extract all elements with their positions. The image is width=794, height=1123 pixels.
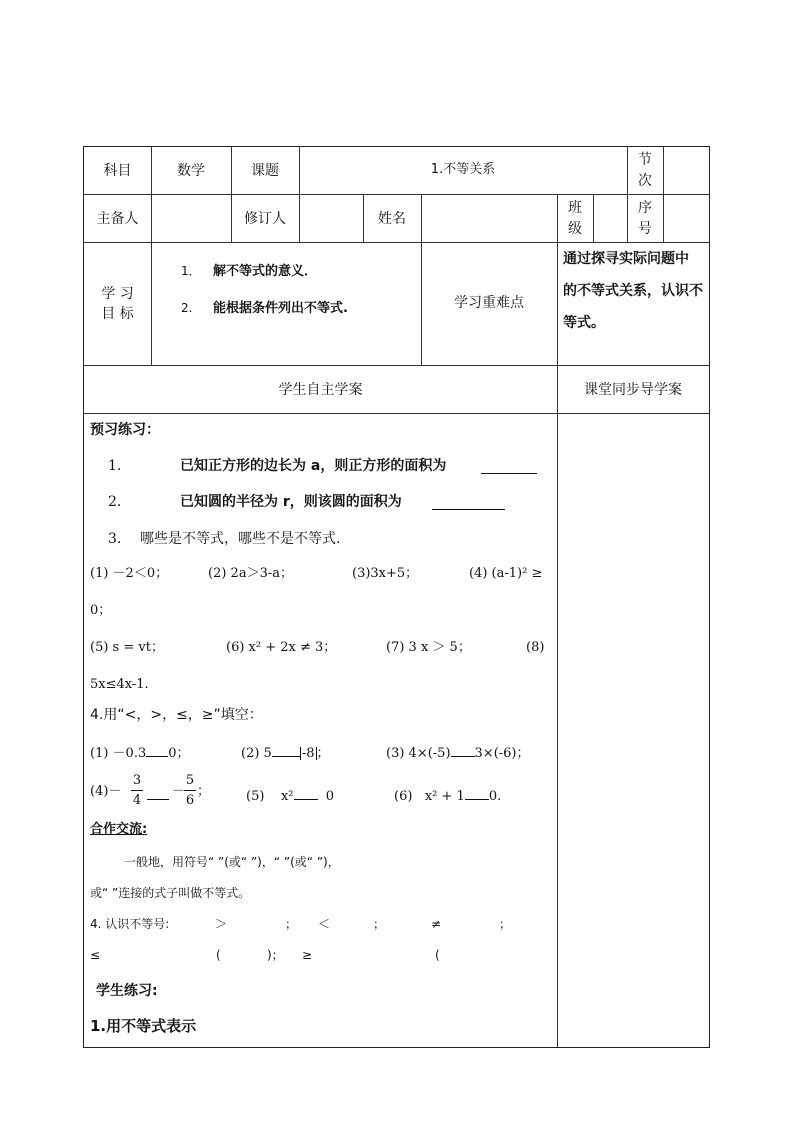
cooperation-text-1: 一般地，用符号“ ”(或“ ”)，“ ”(或“ ”)， xyxy=(124,855,340,869)
separator: ； xyxy=(373,917,386,931)
fill-6-right: 0. xyxy=(488,789,502,804)
seq-label: 序 xyxy=(638,200,652,216)
sign-not-equal: ≠ xyxy=(431,917,442,931)
goals-label-2: 目 标 xyxy=(101,306,134,322)
separator: ； xyxy=(499,917,512,931)
inequality-signs-label: 4. 认识不等号: xyxy=(90,917,170,931)
goal-1-text: 解不等式的意义． xyxy=(213,264,318,279)
fill-5-blank xyxy=(294,785,318,800)
fill-4-pre: (4)－ xyxy=(90,784,122,799)
expr-5: (5) s = vt； xyxy=(90,640,164,655)
sign-less-equal: ≤ xyxy=(90,948,101,962)
expr-4: (4) (a-1)² ≥ xyxy=(469,566,543,581)
q1-number: 1. xyxy=(108,458,122,474)
q3-number: 3. xyxy=(108,531,122,547)
col-divider xyxy=(421,194,422,242)
q1-blank xyxy=(481,459,537,477)
paren-close: )； xyxy=(267,948,284,962)
expr-7: (7) 3 x ＞ 5； xyxy=(386,640,471,655)
row-divider xyxy=(84,413,709,414)
lesson-plan-table xyxy=(83,146,710,1048)
subject-label: 科目 xyxy=(103,163,132,179)
fill-5-expr: x² xyxy=(280,789,294,804)
reviser-label: 修订人 xyxy=(244,211,286,227)
paren-open: ( xyxy=(216,948,221,962)
fill-3-right: 3×(-6)； xyxy=(474,746,530,761)
separator: ； xyxy=(285,917,298,931)
cooperation-heading: 合作交流: xyxy=(90,822,148,837)
col-divider xyxy=(593,194,594,242)
fill-6-blank xyxy=(465,785,489,800)
q1-text: 已知正方形的边长为 a，则正方形的面积为 xyxy=(180,458,447,474)
col-divider xyxy=(299,194,300,242)
fill-1-blank xyxy=(146,742,168,757)
fill-5-label: (5) xyxy=(246,789,265,804)
fill-5-right: 0 xyxy=(325,789,335,804)
fill-1-left: (1) －0.3 xyxy=(90,746,147,761)
q2-blank xyxy=(432,495,505,513)
fill-2-left: (2) 5 xyxy=(241,746,272,761)
fraction-5-6 xyxy=(184,774,196,807)
expr-8: (8) xyxy=(526,640,545,655)
goal-2-text: 能根据条件列出不等式. xyxy=(213,301,348,316)
col-divider xyxy=(151,242,152,365)
self-study-title: 学生自主学案 xyxy=(278,382,363,398)
goal-1-number: 1． xyxy=(181,264,201,278)
preparer-label: 主备人 xyxy=(96,211,139,227)
expr-1: (1) －2＜0； xyxy=(90,566,169,581)
col-divider xyxy=(151,194,152,242)
fill-5 xyxy=(246,785,334,803)
sign-greater-equal: ≥ xyxy=(302,948,313,962)
class-label-2: 级 xyxy=(568,221,582,237)
preview-heading: 预习练习： xyxy=(90,422,160,438)
fill-3 xyxy=(386,742,530,760)
class-label: 班 xyxy=(568,200,582,216)
fraction-denominator: 6 xyxy=(185,793,195,808)
col-divider xyxy=(557,365,558,1047)
fill-6 xyxy=(394,785,501,803)
section-count-label: 节 xyxy=(638,152,652,168)
fill-2 xyxy=(241,742,330,760)
difficulty-text-1: 通过探寻实际问题中 xyxy=(563,251,689,267)
fill-4-post: ； xyxy=(197,784,211,799)
seq-label-2: 号 xyxy=(638,221,652,237)
q4-heading: 4.用“<，>，≤，≥”填空： xyxy=(90,707,263,723)
practice-question-1: 1.用不等式表示 xyxy=(90,1017,197,1035)
fill-4-blank xyxy=(147,785,169,803)
section-count-label-2: 次 xyxy=(638,173,652,189)
cooperation-text-2: 或“ ”连接的式子叫做不等式。 xyxy=(90,886,251,900)
topic-value: 1.不等关系 xyxy=(430,162,496,177)
classroom-title: 课堂同步导学案 xyxy=(584,382,682,398)
col-divider xyxy=(663,147,664,194)
col-divider xyxy=(557,242,558,365)
sign-less: ＜ xyxy=(318,917,331,931)
goals-label: 学 习 xyxy=(101,286,134,302)
practice-heading: 学生练习: xyxy=(96,983,158,999)
q2-text: 已知圆的半径为 r，则该圆的面积为 xyxy=(180,494,402,510)
expr-3: (3)3x+5； xyxy=(352,566,419,581)
name-label: 姓名 xyxy=(378,211,406,227)
paren-open: ( xyxy=(435,948,440,962)
topic-label: 课题 xyxy=(251,163,279,179)
fraction-numerator: 3 xyxy=(132,773,142,788)
fill-3-blank xyxy=(451,742,475,757)
expr-2: (2) 2a＞3-a； xyxy=(208,566,293,581)
difficulty-text-3: 等式。 xyxy=(563,315,605,331)
fill-2-blank xyxy=(272,742,300,757)
row-divider xyxy=(84,242,709,243)
q2-number: 2. xyxy=(108,494,122,510)
expr-8-cont: 5x≤4x-1. xyxy=(90,677,149,692)
q3-text: 哪些是不等式，哪些不是不等式. xyxy=(140,531,341,547)
col-divider xyxy=(663,194,664,242)
expr-6: (6) x² + 2x ≠ 3； xyxy=(226,640,337,655)
sign-greater: ＞ xyxy=(215,917,228,931)
row-divider xyxy=(84,365,709,366)
subject-value: 数学 xyxy=(177,163,205,179)
fraction-numerator: 5 xyxy=(185,773,195,788)
fill-3-left: (3) 4×(-5) xyxy=(386,746,451,761)
fraction-denominator: 4 xyxy=(132,793,142,808)
difficulty-label: 学习重难点 xyxy=(454,295,524,311)
fill-6-expr: x² + 1 xyxy=(424,789,465,804)
fill-2-right: ； xyxy=(316,746,330,761)
expr-4-cont: 0； xyxy=(90,603,112,618)
fill-2-abs: -8 xyxy=(301,746,315,761)
fill-1-right: 0； xyxy=(168,746,190,761)
goal-2-number: 2. xyxy=(181,301,193,315)
row-divider xyxy=(84,194,709,195)
difficulty-text-2: 的不等式关系，认识不 xyxy=(563,283,703,299)
fill-1 xyxy=(90,742,190,760)
fill-6-label: (6) xyxy=(394,789,413,804)
fraction-3-4 xyxy=(131,774,143,807)
fill-4-minus: － xyxy=(172,784,186,799)
